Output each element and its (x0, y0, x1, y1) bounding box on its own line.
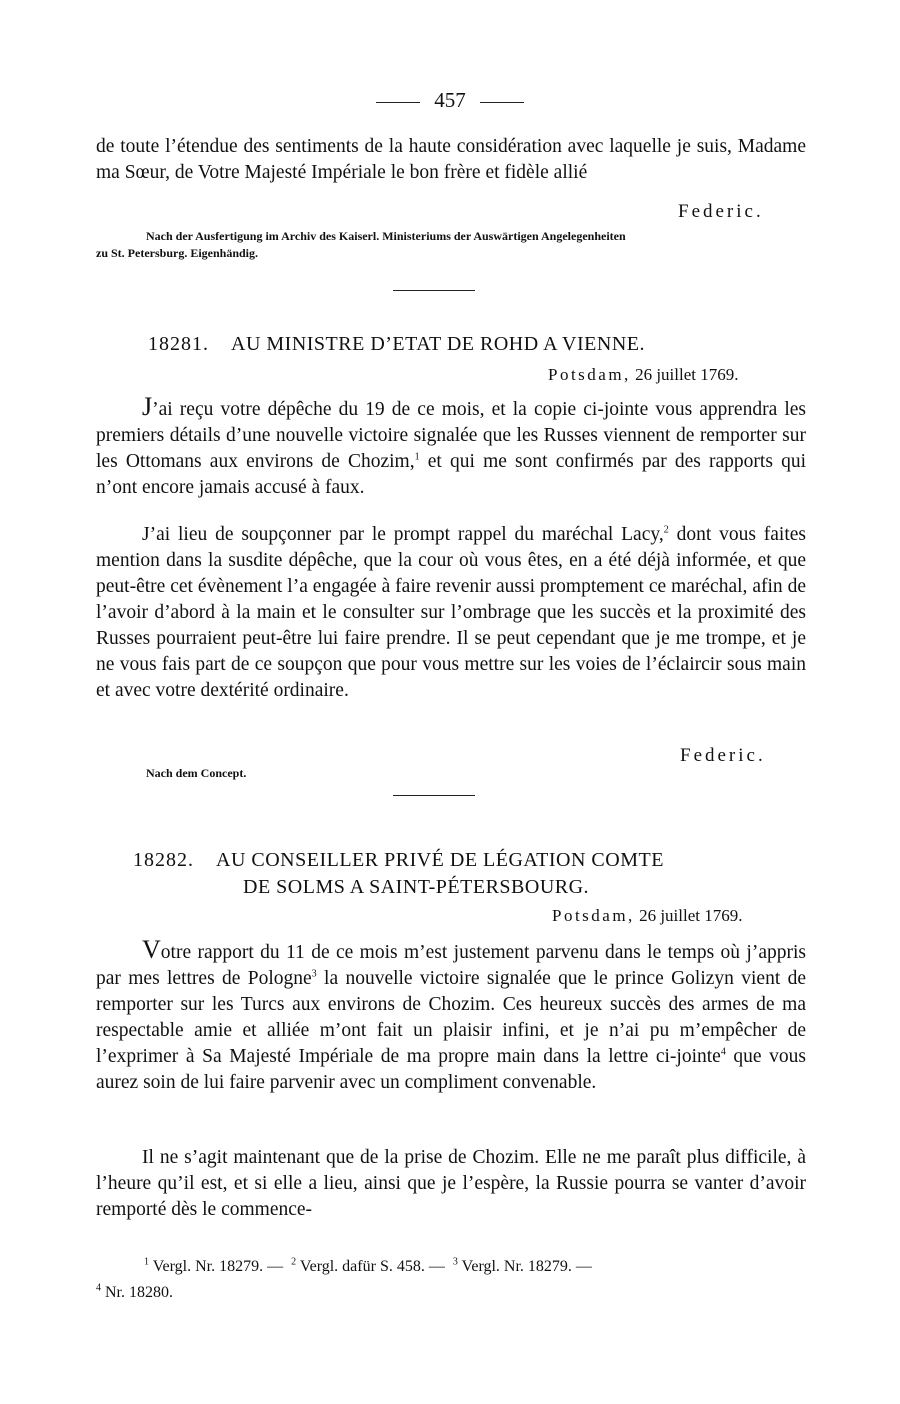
footnote-ref: 1 (414, 451, 420, 463)
paragraph-text: otre rapport du 11 de ce mois m’est justement parvenu dans le temps où j’appris par mes lettres de Pologne (96, 942, 806, 989)
paragraph-text: et qui me sont confirmés par des rapports qui n’ont encore jamais accusé à faux. (96, 451, 807, 498)
footnote-text: Nr. 18280. (105, 1284, 173, 1301)
letter-paragraph (96, 937, 806, 1096)
footnote-text: Vergl. Nr. 18279. — (152, 1258, 284, 1275)
paragraph-text: dont vous faites mention dans la susdite dépêche, que la cour où vous êtes, en a été déjà informée, et que peut-être cet évènement l’a engagée à faire revenir aussi promptement ce maréchal, afin de l’avoir d’abord à la main et le consulter sur l’ombrage que les succès et la proximité des Russes pourraient peut-être lui faire prendre. Il se peut cependant que je me trompe, et je ne vous fais part de ce soupçon que pour vous mettre sur les voies de l’éclaircir sous main et avec votre dextérité ordinaire. (96, 524, 806, 701)
footnotes (96, 1254, 808, 1306)
dateline (548, 365, 738, 385)
dash-right (480, 102, 524, 103)
letter-title: AU CONSEILLER PRIVÉ DE LÉGATION COMTE (216, 849, 664, 871)
footnote-ref: 4 (720, 1046, 726, 1058)
paragraph-text: que vous aurez soin de lui faire parvenir avec un compliment convenable. (96, 1046, 807, 1093)
letter-title-line-2: DE SOLMS A SAINT-PÉTERSBOURG. (243, 876, 590, 898)
separator-rule (393, 290, 475, 291)
footnote-line-1 (96, 1254, 808, 1280)
footnote-text: Vergl. dafür S. 458. — (299, 1258, 445, 1275)
date-place: Potsdam, (552, 906, 635, 925)
letter-paragraph (96, 522, 806, 704)
source-line-1: Nach der Ausfertigung im Archiv des Kaiserl. Ministeriums der Auswärtigen Angelegenheiten (146, 229, 626, 243)
footnote-mark: 3 (452, 1256, 458, 1268)
letter-number: 18282. (133, 849, 194, 871)
footnote-text: Vergl. Nr. 18279. — (461, 1258, 592, 1275)
footnote-mark: 1 (144, 1256, 149, 1268)
letter-paragraph (96, 394, 806, 501)
letter-heading (133, 849, 664, 872)
source-line-2: zu St. Petersburg. Eigenhändig. (96, 246, 259, 260)
letter-number: 18281. (148, 333, 209, 355)
footnote-ref: 2 (663, 524, 669, 536)
source-note: Nach dem Concept. (146, 766, 247, 780)
page-number-text: 457 (434, 88, 466, 112)
source-note-top (96, 228, 808, 262)
paragraph-text: J’ai lieu de soupçonner par le prompt rappel du maréchal Lacy, (142, 524, 664, 545)
drop-cap: V (142, 935, 161, 964)
footnote-mark: 2 (291, 1256, 297, 1268)
date-text: 26 juillet 1769. (639, 906, 743, 925)
letter-title: AU MINISTRE D’ETAT DE ROHD A VIENNE. (231, 333, 645, 355)
date-place: Potsdam, (548, 365, 631, 384)
date-text: 26 juillet 1769. (635, 365, 739, 384)
letter-heading (148, 333, 645, 356)
footnote-ref: 3 (311, 968, 317, 980)
closing-paragraph: de toute l’étendue des sentiments de la haute considération avec laquelle je suis, Madame ma Sœur, de Votre Majesté Impériale le bon frère et fidèle allié (96, 136, 806, 183)
paragraph-text: la nouvelle victoire signalée que le prince Golizyn vient de remporter sur les Turcs aux environs de Chozim. Ces heureux succès des armes de ma respectable amie et alliée m’ont fait un plaisir infini, et je n’ai pu m’empêcher de l’exprimer à Sa Majesté Impériale de ma propre main dans la lettre ci-jointe (96, 968, 806, 1067)
signature: Federic. (680, 745, 766, 766)
drop-cap: J (142, 392, 153, 421)
dash-left (376, 102, 420, 103)
separator-rule (393, 795, 475, 796)
footnote-mark: 4 (96, 1282, 101, 1294)
page-number (0, 88, 900, 113)
dateline (552, 906, 742, 926)
signature-top: Federic. (678, 201, 764, 222)
paragraph-text: ’ai reçu votre dépêche du 19 de ce mois, et la copie ci-jointe vous apprendra les premiers détails d’une nouvelle victoire signalée que les Russes viennent de remporter sur les Ottomans aux environs de Chozim, (96, 399, 806, 472)
footnote-line-2 (96, 1280, 808, 1306)
letter-paragraph: Il ne s’agit maintenant que de la prise de Chozim. Elle ne me paraît plus difficile, à l’heure qu’il est, et si elle a lieu, ainsi que je l’espère, la Russie pourra se vanter d’avoir remporté dès le commence- (96, 1147, 806, 1220)
